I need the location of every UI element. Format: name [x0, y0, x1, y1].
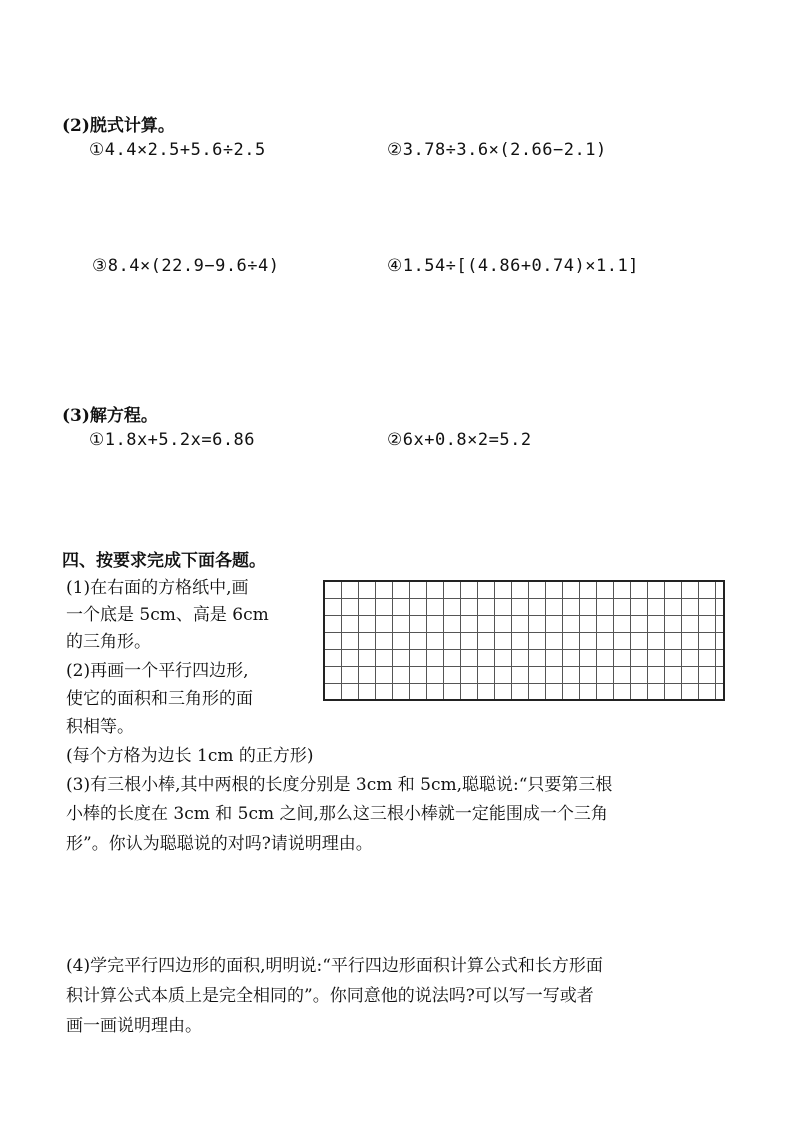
- q3-line-1: (3)有三根小棒,其中两根的长度分别是 3cm 和 5cm,聪聪说:“只要第三根: [66, 775, 613, 795]
- calc-item-2: ②3.78÷3.6×(2.66−2.1): [387, 140, 607, 160]
- calc-item-4: ④1.54÷[(4.86+0.74)×1.1]: [387, 256, 639, 276]
- q1-line-2: 一个底是 5cm、高是 6cm: [66, 605, 269, 625]
- calc-section-title: (2)脱式计算。: [62, 116, 175, 136]
- q4-line-3: 画一画说明理由。: [66, 1016, 202, 1036]
- q2-line-2: 使它的面积和三角形的面: [66, 689, 253, 709]
- q1-line-1: (1)在右面的方格纸中,画: [66, 578, 249, 598]
- equation-item-2: ②6x+0.8×2=5.2: [387, 430, 532, 450]
- section-4-title: 四、按要求完成下面各题。: [62, 551, 266, 571]
- q3-line-2: 小棒的长度在 3cm 和 5cm 之间,那么这三根小棒就一定能围成一个三角: [66, 804, 608, 824]
- equation-item-1: ①1.8x+5.2x=6.86: [89, 430, 256, 450]
- grid-paper[interactable]: [323, 580, 725, 701]
- q2-line-1: (2)再画一个平行四边形,: [66, 661, 249, 681]
- q4-line-1: (4)学完平行四边形的面积,明明说:“平行四边形面积计算公式和长方形面: [66, 956, 603, 976]
- q4-line-2: 积计算公式本质上是完全相同的”。你同意他的说法吗?可以写一写或者: [66, 986, 594, 1006]
- q1-line-3: 的三角形。: [66, 632, 151, 652]
- calc-item-3: ③8.4×(22.9−9.6÷4): [92, 256, 280, 276]
- equation-section-title: (3)解方程。: [62, 406, 158, 426]
- q2-line-3: 积相等。: [66, 717, 134, 737]
- q3-line-3: 形”。你认为聪聪说的对吗?请说明理由。: [66, 834, 373, 854]
- calc-item-1: ①4.4×2.5+5.6÷2.5: [89, 140, 266, 160]
- grid-note: (每个方格为边长 1cm 的正方形): [66, 746, 314, 766]
